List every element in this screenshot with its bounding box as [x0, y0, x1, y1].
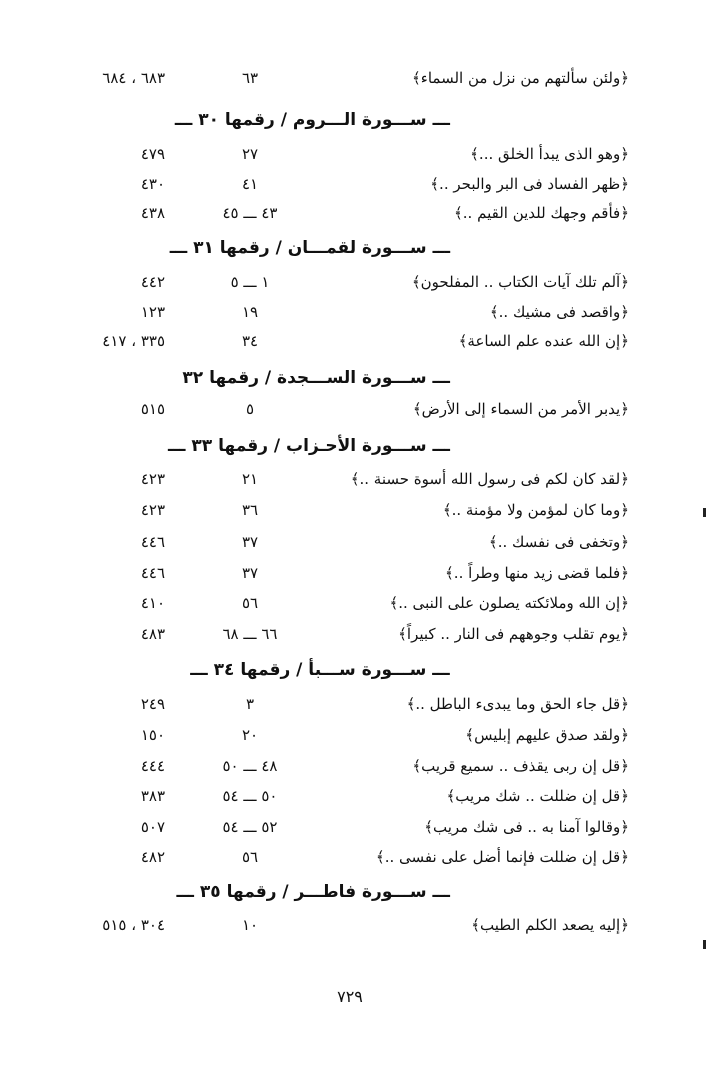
page-references: ٥١٥ [140, 400, 165, 418]
verse-snippet: ﴿واقصد فى مشيك ..﴾ [489, 303, 629, 321]
verse-snippet: ﴿قل إن ضللت فإنما أضل على نفسى ..﴾ [375, 848, 629, 866]
verse-snippet: ﴿يدبر الأمر من السماء إلى الأرض﴾ [412, 400, 629, 418]
index-row [0, 64, 707, 92]
ayah-number: ٤١ [241, 175, 259, 193]
page-references: ٤٤٤ [140, 757, 165, 775]
verse-snippet: ﴿فأقم وجهك للدين القيم ..﴾ [454, 204, 629, 222]
verse-snippet: ﴿وتخفى فى نفسك ..﴾ [488, 533, 629, 551]
surah-heading-luqman: ـــ ســـورة لقمـــان / رقمها ٣١ ـــ [169, 238, 450, 258]
page-references: ٤٨٣ [140, 625, 165, 643]
index-row [0, 559, 707, 587]
verse-snippet: ﴿ولئن سألتهم من نزل من السماء﴾ [412, 69, 629, 87]
index-row [0, 752, 707, 780]
ayah-number: ٢١ [241, 470, 259, 488]
verse-snippet: ﴿ظهر الفساد فى البر والبحر ..﴾ [430, 175, 629, 193]
surah-heading-ahzab: ـــ ســـورة الأحـزاب / رقمها ٣٣ ـــ [168, 436, 450, 456]
scan-edge-mark-lower [703, 940, 706, 949]
ayah-number: ٣٧ [241, 564, 259, 582]
page-references: ٣٨٣ [140, 787, 165, 805]
page-references: ٢٤٩ [140, 695, 165, 713]
index-row [0, 199, 707, 227]
ayah-number: ٣٤ [241, 332, 259, 350]
ayah-number: ٥٦ [241, 848, 259, 866]
page-references: ٤٣٨ [140, 204, 165, 222]
verse-snippet: ﴿إليه يصعد الكلم الطيب﴾ [471, 916, 629, 934]
page-references: ١٢٣ [140, 303, 165, 321]
verse-snippet: ﴿يوم تقلب وجوههم فى النار .. كبيراً﴾ [398, 625, 629, 643]
ayah-number: ٣٦ [241, 501, 259, 519]
ayah-number: ٥٦ [241, 594, 259, 612]
verse-snippet: ﴿قل جاء الحق وما يبدىء الباطل ..﴾ [406, 695, 629, 713]
ayah-number: ٥٢ ـــ ٥٤ [222, 818, 278, 836]
ayah-number: ٢٠ [241, 726, 259, 744]
page-references: ٤٤٢ [140, 273, 165, 291]
page-references: ٤١٠ [140, 594, 165, 612]
page-number: ٧٢٩ [337, 987, 363, 1006]
index-row [0, 690, 707, 718]
index-row [0, 843, 707, 871]
index-row [0, 813, 707, 841]
page-references: ٤٤٦ [140, 533, 165, 551]
ayah-number: ٣٧ [241, 533, 259, 551]
ayah-number: ٥٠ ـــ ٥٤ [222, 787, 278, 805]
index-row [0, 395, 707, 423]
index-row [0, 465, 707, 493]
ayah-number: ٦٣ [241, 69, 259, 87]
verse-snippet: ﴿قل إن ربى يقذف .. سميع قريب﴾ [412, 757, 629, 775]
page-references: ٤٧٩ [140, 145, 165, 163]
index-row [0, 911, 707, 939]
ayah-number: ٤٣ ـــ ٤٥ [222, 204, 278, 222]
verse-snippet: ﴿وما كان لمؤمن ولا مؤمنة ..﴾ [442, 501, 629, 519]
page-references: ٥٠٧ [140, 818, 165, 836]
page-references: ٣٣٥ ، ٤١٧ [102, 332, 165, 350]
surah-heading-saba: ـــ ســـورة ســـبأ / رقمها ٣٤ ـــ [190, 660, 450, 680]
index-row [0, 528, 707, 556]
surah-heading-rum: ـــ ســـورة الـــروم / رقمها ٣٠ ـــ [174, 110, 450, 130]
index-row [0, 589, 707, 617]
index-row [0, 170, 707, 198]
verse-snippet: ﴿قل إن ضللت .. شك مريب﴾ [446, 787, 629, 805]
ayah-number: ٦٦ ـــ ٦٨ [222, 625, 278, 643]
ayah-number: ١٠ [241, 916, 259, 934]
index-row [0, 268, 707, 296]
page-references: ٤٨٢ [140, 848, 165, 866]
ayah-number: ١٩ [241, 303, 259, 321]
verse-snippet: ﴿آلم تلك آيات الكتاب .. المفلحون﴾ [411, 273, 629, 291]
index-row [0, 782, 707, 810]
ayah-number: ٢٧ [241, 145, 259, 163]
verse-snippet: ﴿لقد كان لكم فى رسول الله أسوة حسنة ..﴾ [350, 470, 629, 488]
surah-heading-fatir: ـــ ســـورة فاطـــر / رقمها ٣٥ ـــ [176, 882, 450, 902]
index-row [0, 327, 707, 355]
surah-heading-sajda: ـــ ســـورة الســـجدة / رقمها ٣٢ [182, 368, 450, 388]
page-references: ١٥٠ [140, 726, 165, 744]
index-row [0, 140, 707, 168]
verse-snippet: ﴿وقالوا آمنا به .. فى شك مريب﴾ [424, 818, 629, 836]
page-references: ٤٤٦ [140, 564, 165, 582]
page-references: ٤٣٠ [140, 175, 165, 193]
ayah-number: ٤٨ ـــ ٥٠ [222, 757, 278, 775]
page-references: ٦٨٣ ، ٦٨٤ [102, 69, 165, 87]
index-row [0, 721, 707, 749]
verse-snippet: ﴿إن الله وملائكته يصلون على النبى ..﴾ [389, 594, 629, 612]
page-references: ٣٠٤ ، ٥١٥ [102, 916, 165, 934]
page-references: ٤٢٣ [140, 501, 165, 519]
index-row [0, 620, 707, 648]
verse-snippet: ﴿إن الله عنده علم الساعة﴾ [458, 332, 629, 350]
ayah-number: ١ ـــ ٥ [230, 273, 270, 291]
index-row [0, 298, 707, 326]
page-references: ٤٢٣ [140, 470, 165, 488]
verse-snippet: ﴿ولقد صدق عليهم إبليس﴾ [465, 726, 629, 744]
ayah-number: ٥ [245, 400, 255, 418]
index-row [0, 496, 707, 524]
verse-snippet: ﴿وهو الذى يبدأ الخلق ...﴾ [470, 145, 629, 163]
ayah-number: ٣ [245, 695, 255, 713]
verse-snippet: ﴿فلما قضى زيد منها وطراً ..﴾ [445, 564, 629, 582]
